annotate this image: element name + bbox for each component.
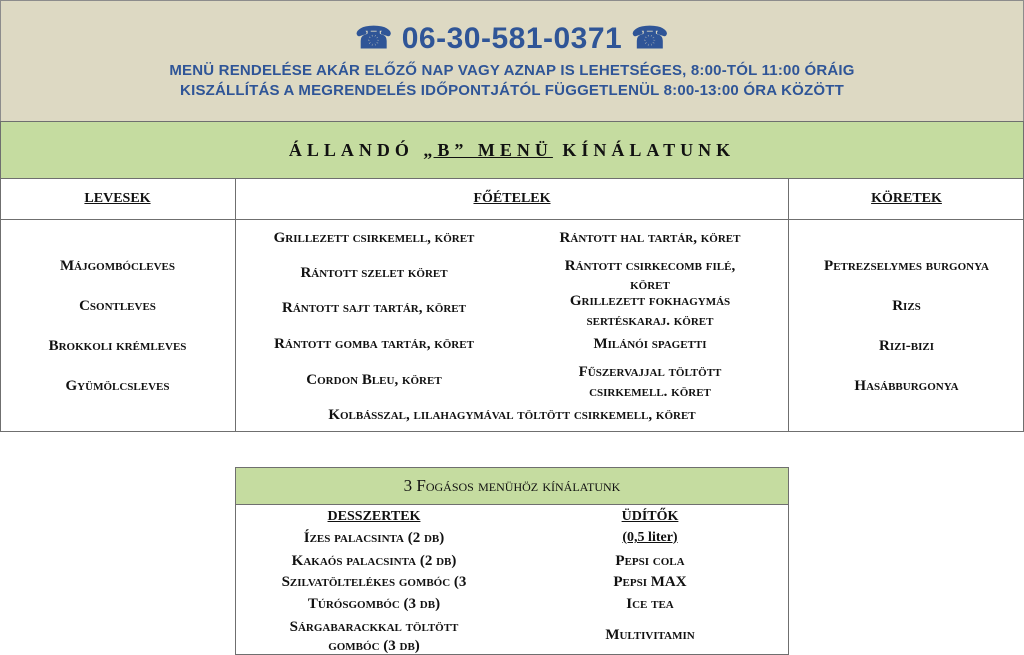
main-item: sertéskaraj. köret — [586, 313, 714, 329]
main-item: Grillezett csirkemell, köret — [273, 230, 475, 246]
extras-title: 3 Fogásos menühöz kínálatunk — [236, 468, 788, 505]
order-info: MENÜ RENDELÉSE AKÁR ELŐZŐ NAP VAGY AZNAP IS LEHETSÉGES, 8:00-TÓL 11:00 ÓRÁIG — [169, 62, 855, 79]
menu-title-before: ÁLLANDÓ — [288, 140, 424, 160]
side-item: Petrezselymes burgonya — [824, 258, 989, 274]
soup-item: Májgombócleves — [59, 258, 175, 274]
main-item: Fűszervajjal töltött — [578, 364, 722, 380]
menu-title-underlined: „B” MENÜ — [423, 140, 553, 160]
main-item: csirkemell. köret — [589, 384, 711, 400]
dessert-item: Kakaós palacsinta (2 db) — [291, 553, 457, 569]
soup-item: Csontleves — [79, 298, 156, 314]
phone-line — [1, 21, 1023, 56]
header-divider — [0, 219, 1024, 220]
phone-icon: ☎ — [355, 22, 393, 55]
soups-header: LEVESEK — [84, 191, 151, 206]
sides-header: KÖRETEK — [871, 191, 942, 206]
extras-box — [235, 467, 789, 655]
dessert-item: Sárgabarackkal töltött — [289, 619, 459, 635]
soup-item: Gyümölcsleves — [65, 378, 170, 394]
main-item-wide: Kolbásszal, lilahagymával töltött csirkemell, köret — [328, 407, 696, 423]
side-item: Rizs — [892, 298, 921, 314]
side-item: Hasábburgonya — [854, 378, 959, 394]
drink-item: Multivitamin — [605, 627, 695, 643]
soup-item: Brokkoli krémleves — [48, 338, 187, 354]
main-item: köret — [630, 277, 670, 293]
dessert-item: Ízes palacsinta (2 db) — [303, 530, 445, 546]
desserts-header: DESSZERTEK — [327, 509, 421, 524]
drink-item: Pepsi cola — [615, 553, 685, 569]
main-item: Rántott gomba tartár, köret — [274, 336, 474, 352]
main-item: Rántott szelet köret — [300, 265, 448, 281]
phone-number: 06-30-581-0371 — [401, 22, 623, 55]
menu-title-band — [0, 121, 1024, 179]
main-item: Rántott sajt tartár, köret — [282, 300, 466, 316]
side-item: Rizi-bizi — [879, 338, 934, 354]
menu-title-after: KÍNÁLATUNK — [552, 140, 736, 160]
drinks-size: (0,5 liter) — [622, 530, 678, 545]
main-item: Milánói spagetti — [593, 336, 707, 352]
delivery-info: KISZÁLLÍTÁS A MEGRENDELÉS IDŐPONTJÁTÓL FÜGGETLENÜL 8:00-13:00 ÓRA KÖZÖTT — [180, 82, 844, 99]
main-item: Grillezett fokhagymás — [569, 293, 731, 309]
main-item: Rántott csirkecomb filé, — [564, 258, 736, 274]
mains-header: FŐÉTELEK — [473, 191, 551, 206]
header — [0, 0, 1024, 122]
main-item: Rántott hal tartár, köret — [559, 230, 741, 246]
drinks-header: ÜDÍTŐK — [621, 509, 679, 524]
phone-icon: ☎ — [631, 22, 669, 55]
dessert-item: Túrósgombóc (3 db) — [307, 596, 441, 612]
drink-item: Pepsi MAX — [613, 574, 687, 590]
dessert-item: Szilvatöltelékes gombóc (3 — [281, 574, 467, 590]
main-item: Cordon Bleu, köret — [306, 372, 442, 388]
dessert-item: gombóc (3 db) — [328, 638, 420, 654]
drink-item: Ice tea — [626, 596, 674, 612]
